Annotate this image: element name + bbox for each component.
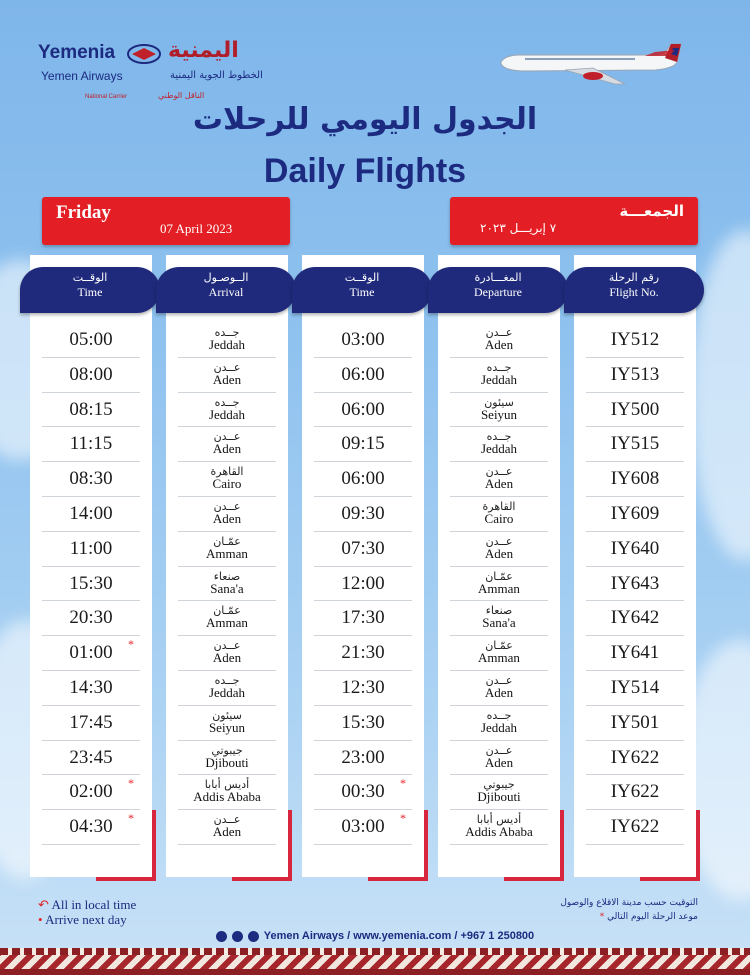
note-next-day: Arrive next day [45,912,127,927]
time-cell [42,810,140,845]
time-cell [42,601,140,636]
city-en: Seiyun [480,406,518,422]
arrival-city-cell [178,567,276,602]
city-en: Cairo [484,510,514,526]
time-value: 06:00 [341,398,385,420]
city-ar: عمّـان [213,604,241,618]
header-label-en: Flight No. [609,285,659,299]
next-day-marker: * [128,776,134,791]
city-ar: عمّـان [213,534,241,548]
city-en: Aden [212,510,242,526]
flight-number: IY642 [610,607,660,629]
flight-number: IY500 [610,398,660,420]
time-cell [314,706,412,741]
arrival-city-cell [178,497,276,532]
time-value: 09:30 [341,502,385,524]
date-ar: ٧ إبريـــل ٢٠٢٣ [480,221,557,235]
red-accent [640,877,700,881]
flight-number-cell [586,741,684,776]
flight-number-cell [586,393,684,428]
red-accent [368,877,428,881]
notes-en [38,897,136,927]
arrival-city-cell [178,636,276,671]
flight-number: IY515 [610,433,660,455]
time-cell [314,427,412,462]
city-en: Addis Ababa [465,824,533,840]
arrival-city-cell [178,601,276,636]
flight-number-cell [586,671,684,706]
flight-number-cell [586,810,684,845]
time-value: 17:45 [69,711,113,733]
city-en: Aden [484,476,514,492]
flight-number: IY609 [610,502,660,524]
city-ar: عمّـان [485,639,513,653]
flight-number: IY513 [610,363,660,385]
city-en: Jeddah [208,337,246,352]
city-ar: جــده [214,673,240,687]
flight-number-cell [586,323,684,358]
time-value: 06:00 [341,468,385,490]
departure-city-cell [450,532,548,567]
logo-sub-ar: الخطوط الجوية اليمنية [170,70,263,81]
header-label-ar: الوقــت [344,271,380,284]
flight-number: IY622 [610,816,660,838]
time-value: 02:00 [69,781,113,803]
airplane-icon [495,40,690,90]
time-value: 15:30 [69,572,113,594]
time-cell [42,323,140,358]
time-value: 20:30 [69,607,113,629]
column-header-flight-no [564,267,704,313]
arrival-city-cell [178,462,276,497]
next-day-marker: * [128,637,134,652]
date-box-en [42,197,290,245]
time-cell [314,775,412,810]
logo-carrier-ar: الناقل الوطني [158,91,205,100]
city-ar: جيبوتي [483,778,515,792]
red-accent [560,810,564,877]
column-flight-no [574,255,696,877]
time-value: 05:00 [69,329,113,350]
time-value: 07:30 [341,537,385,559]
rows [450,323,548,845]
day-en: Friday [56,202,111,223]
city-en: Aden [212,441,242,457]
city-en: Djibouti [205,754,249,770]
departure-city-cell [450,671,548,706]
column-header-arrival [156,267,296,313]
city-ar: عــدن [485,326,513,339]
time-value: 11:15 [69,433,113,455]
arrival-city-cell [178,393,276,428]
city-ar: عــدن [213,499,241,513]
instagram-icon[interactable] [216,931,227,942]
time-cell [314,567,412,602]
city-ar: القاهرة [482,499,516,513]
note-mark: * [599,912,605,922]
flight-number: IY622 [610,781,660,803]
city-ar: عــدن [213,430,241,444]
column-arrival [166,255,288,877]
time-value: 06:00 [341,363,385,385]
red-accent [288,810,292,877]
city-en: Jeddah [208,406,246,422]
time-cell [314,810,412,845]
arrival-city-cell [178,323,276,358]
header [0,0,750,195]
time-value: 09:15 [341,433,385,455]
flight-number-cell [586,775,684,810]
time-cell [42,706,140,741]
note-mark: ↶ [38,897,49,912]
column-header-departure [428,267,568,313]
facebook-icon[interactable] [248,931,259,942]
time-cell [314,462,412,497]
departure-city-cell [450,427,548,462]
header-label-en: Departure [474,285,522,299]
date-en: 07 April 2023 [160,221,233,236]
flight-number: IY643 [610,572,660,594]
arrival-city-cell [178,741,276,776]
logo-carrier-en: National Carrier [85,94,128,100]
time-cell [314,393,412,428]
flight-number-cell [586,358,684,393]
time-cell [42,532,140,567]
next-day-marker: * [128,811,134,826]
arrival-city-cell [178,810,276,845]
time-value: 01:00 [69,642,113,664]
flight-number: IY641 [610,642,660,664]
rows [178,323,276,845]
time-cell [42,462,140,497]
departure-city-cell [450,323,548,358]
header-label-ar: المغـــادرة [474,271,522,284]
time-cell [314,671,412,706]
city-en: Aden [212,650,242,666]
flight-number: IY512 [610,329,660,350]
logo-name-ar: اليمنية [168,38,239,63]
city-ar: عــدن [485,534,513,548]
city-ar: جــده [486,430,512,444]
flight-number-cell [586,706,684,741]
rows [314,323,412,845]
header-label-en: Arrival [208,285,244,299]
note-next-day-ar: موعد الرحلة اليوم التالي [607,912,698,922]
red-accent [696,810,700,877]
city-ar: عــدن [485,743,513,757]
red-accent [504,877,564,881]
departure-city-cell [450,567,548,602]
time-cell [42,775,140,810]
column-arrival-time [30,255,152,877]
city-en: Amman [206,545,248,561]
note-local-time: All in local time [51,897,137,912]
departure-city-cell [450,393,548,428]
time-cell [314,601,412,636]
arrival-city-cell [178,427,276,462]
city-ar: جــده [214,326,240,339]
header-label-ar: الــوصـول [203,271,249,284]
flight-number-cell [586,636,684,671]
city-en: Sana'a [210,580,244,596]
time-value: 04:30 [69,816,113,838]
city-ar: أديس أبابا [476,813,522,827]
time-value: 00:30 [341,781,385,803]
city-ar: عــدن [485,465,513,479]
city-ar: جــده [486,360,512,374]
city-ar: جيبوتي [211,743,243,757]
flight-number-cell [586,601,684,636]
city-ar: أديس أبابا [204,778,250,792]
city-ar: عمّـان [485,569,513,583]
arrival-city-cell [178,532,276,567]
notes-ar [560,896,698,924]
city-en: Jeddah [480,441,518,457]
time-value: 08:15 [69,398,113,420]
city-en: Jeddah [208,684,246,700]
city-en: Aden [484,754,514,770]
red-accent [152,810,156,877]
red-accent [96,877,156,881]
date-box-ar [450,197,698,245]
flight-number-cell [586,567,684,602]
twitter-icon[interactable] [232,931,243,942]
departure-city-cell [450,462,548,497]
header-label-ar: رقم الرحلة [608,271,660,284]
time-cell [42,358,140,393]
city-ar: سيئون [212,708,242,722]
city-en: Aden [484,337,514,352]
arrival-city-cell [178,671,276,706]
city-en: Aden [212,371,242,387]
city-en: Cairo [212,476,242,492]
city-ar: جــده [214,395,240,409]
day-ar: الجمعـــة [619,202,684,220]
rows [586,323,684,845]
arrival-city-cell [178,706,276,741]
decorative-band [0,948,750,975]
logo-sub-en: Yemen Airways [41,69,123,83]
flight-number: IY622 [610,746,660,768]
logo-name-en: Yemenia [38,42,116,63]
rows [42,323,140,845]
arrival-city-cell [178,775,276,810]
footer-contact: Yemen Airways / www.yemenia.com / +967 1 250800 [263,930,535,942]
time-cell [314,532,412,567]
column-departure [438,255,560,877]
note-local-time-ar: التوقيت حسب مدينة الاقلاع والوصول [560,898,698,908]
city-en: Jeddah [480,719,518,735]
city-ar: عــدن [213,639,241,653]
city-en: Jeddah [480,371,518,387]
time-value: 11:00 [69,537,113,559]
time-cell [314,741,412,776]
title-ar: الجدول اليومي للرحلات [192,102,538,137]
column-header-arrival-time [20,267,160,313]
time-cell [42,567,140,602]
city-en: Addis Ababa [193,789,261,805]
time-value: 23:45 [69,746,113,768]
flight-number: IY501 [610,711,660,733]
time-value: 14:30 [69,676,113,698]
time-value: 15:30 [341,711,385,733]
departure-city-cell [450,706,548,741]
departure-city-cell [450,741,548,776]
time-cell [314,636,412,671]
header-label-en: Time [77,285,103,299]
yemenia-emblem-icon [126,43,162,65]
city-en: Aden [484,684,514,700]
time-cell [42,741,140,776]
city-en: Seiyun [208,719,246,735]
time-cell [314,497,412,532]
departure-city-cell [450,358,548,393]
flight-number-cell [586,497,684,532]
city-ar: عــدن [213,813,241,827]
next-day-marker: * [400,811,406,826]
city-ar: صنعاء [485,604,513,618]
footer [0,925,750,947]
time-value: 03:00 [341,329,385,350]
flight-number-cell [586,427,684,462]
city-ar: القاهرة [210,465,244,479]
time-cell [42,393,140,428]
time-value: 12:00 [341,572,385,594]
time-cell [42,427,140,462]
time-value: 21:30 [341,642,385,664]
flight-number-cell [586,532,684,567]
city-en: Sana'a [482,615,516,631]
city-ar: عــدن [213,360,241,374]
time-cell [42,671,140,706]
city-ar: عــدن [485,673,513,687]
time-value: 14:00 [69,502,113,524]
red-accent [424,810,428,877]
time-value: 03:00 [341,816,385,838]
flight-number: IY514 [610,676,660,698]
city-ar: سيئون [484,395,514,409]
city-ar: جــده [486,708,512,722]
flight-number: IY608 [610,468,660,490]
departure-city-cell [450,636,548,671]
header-label-ar: الوقــت [72,271,108,284]
time-cell [42,636,140,671]
departure-city-cell [450,601,548,636]
flight-number-cell [586,462,684,497]
time-cell [314,323,412,358]
column-departure-time [302,255,424,877]
note-mark: • [38,912,43,927]
departure-city-cell [450,497,548,532]
red-accent [232,877,292,881]
flight-number: IY640 [610,537,660,559]
city-en: Djibouti [477,789,521,805]
time-cell [314,358,412,393]
time-value: 12:30 [341,676,385,698]
title-en: Daily Flights [263,152,467,190]
city-en: Aden [484,545,514,561]
city-en: Amman [206,615,248,631]
time-value: 08:30 [69,468,113,490]
time-value: 08:00 [69,363,113,385]
city-en: Amman [478,580,520,596]
arrival-city-cell [178,358,276,393]
departure-city-cell [450,810,548,845]
city-en: Aden [212,824,242,840]
city-en: Amman [478,650,520,666]
time-value: 23:00 [341,746,385,768]
column-header-departure-time [292,267,432,313]
city-ar: صنعاء [213,569,241,583]
next-day-marker: * [400,776,406,791]
time-value: 17:30 [341,607,385,629]
header-label-en: Time [349,285,375,299]
time-cell [42,497,140,532]
departure-city-cell [450,775,548,810]
